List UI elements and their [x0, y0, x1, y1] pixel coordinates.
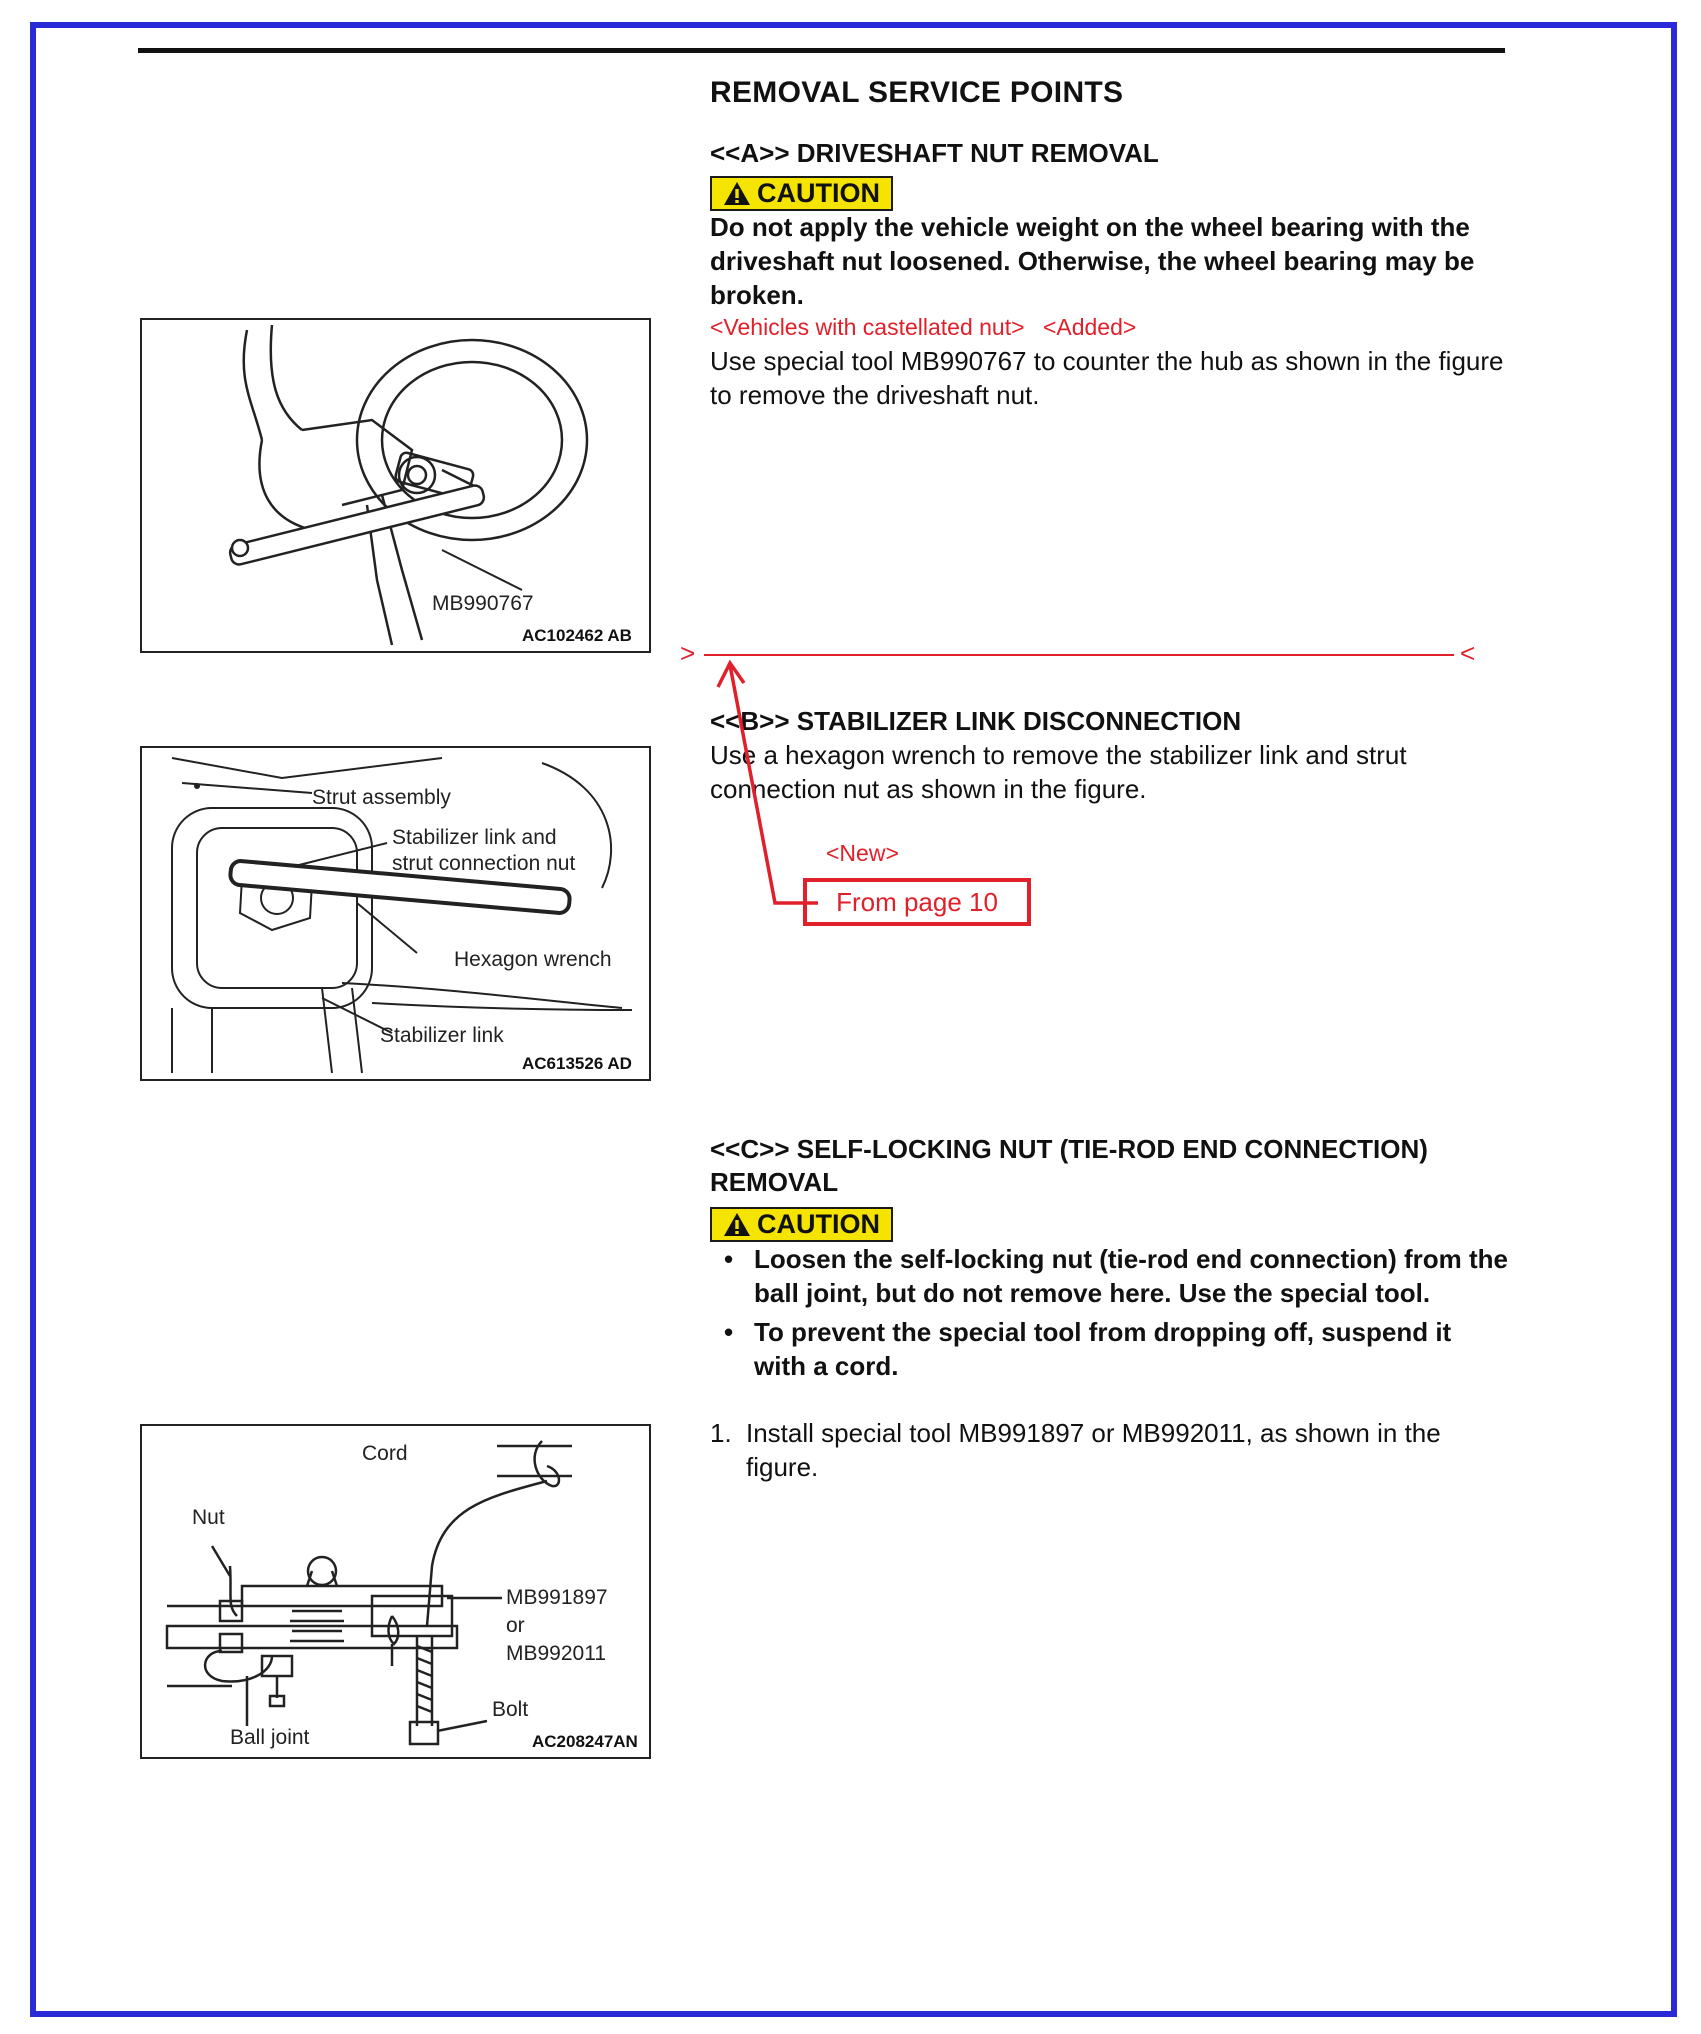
- step-text: Install special tool MB991897 or MB992011, as shown in the figure.: [746, 1418, 1441, 1482]
- fig1-tool-label: MB990767: [432, 592, 534, 615]
- red-arrow-annotation: [700, 655, 840, 915]
- added-tag: <Added>: [1042, 314, 1137, 340]
- figure-driveshaft: [140, 318, 651, 653]
- fig2-wrench-label: Hexagon wrench: [454, 948, 612, 971]
- fig2-strut-label: Strut assembly: [312, 786, 451, 809]
- fig3-cord-label: Cord: [362, 1442, 408, 1465]
- new-tag: <New>: [826, 840, 899, 866]
- fig3-bolt-label: Bolt: [492, 1698, 529, 1721]
- section-c-title-1: <<C>> SELF-LOCKING NUT (TIE-ROD END CONNECTION): [710, 1134, 1428, 1164]
- section-b-body: Use a hexagon wrench to remove the stabilizer link and strut connection nut as shown in the figure.: [710, 740, 1407, 804]
- figure-self-locking-nut: [140, 1424, 651, 1759]
- driveshaft-drawing: [142, 320, 649, 651]
- fig2-nut-label-1: Stabilizer link and: [392, 826, 557, 849]
- caution-label: CAUTION: [757, 178, 880, 208]
- list-item: • To prevent the special tool from dropping off, suspend it with a cord.: [710, 1315, 1510, 1383]
- step-number: 1.: [710, 1418, 732, 1448]
- insert-mark-right: <: [1460, 638, 1476, 668]
- from-page-label: From page 10: [836, 886, 998, 917]
- fig1-code: AC102462 AB: [522, 626, 632, 645]
- header-rule: [138, 48, 1505, 53]
- castellated-note: <Vehicles with castellated nut>: [710, 314, 1025, 340]
- fig3-tool1-label: MB991897: [506, 1586, 608, 1609]
- caution-label: CAUTION: [757, 1209, 880, 1239]
- page-title: REMOVAL SERVICE POINTS: [710, 76, 1124, 109]
- caution-badge-c: [710, 1207, 893, 1242]
- section-b-title: <<B>> STABILIZER LINK DISCONNECTION: [710, 706, 1242, 736]
- section-c-bullets: [710, 1242, 1510, 1388]
- warning-triangle-icon: [723, 1212, 751, 1237]
- warning-triangle-icon: [723, 181, 751, 206]
- section-a-title: <<A>> DRIVESHAFT NUT REMOVAL: [710, 138, 1159, 168]
- fig2-code: AC613526 AD: [522, 1054, 632, 1073]
- fig3-or-label: or: [506, 1614, 525, 1637]
- fig2-nut-label-2: strut connection nut: [392, 852, 576, 875]
- section-a-body: Use special tool MB990767 to counter the hub as shown in the figure to remove the driveshaft nut.: [710, 346, 1504, 410]
- section-a-caution-text: Do not apply the vehicle weight on the wheel bearing with the driveshaft nut loosened. Otherwise, the wheel bearing may be broken.: [710, 212, 1475, 310]
- from-page-box: [803, 878, 1031, 926]
- section-a-note: [710, 314, 1136, 341]
- fig3-ball-label: Ball joint: [230, 1726, 310, 1749]
- section-c-title-2: REMOVAL: [710, 1167, 839, 1197]
- section-c-step: [710, 1416, 1520, 1484]
- caution-badge-a: [710, 176, 893, 211]
- fig3-tool2-label: MB992011: [506, 1642, 607, 1665]
- figure-stabilizer: [140, 746, 651, 1081]
- list-item: • Loosen the self-locking nut (tie-rod end connection) from the ball joint, but do not remove here. Use the special tool.: [710, 1242, 1510, 1310]
- fig2-link-label: Stabilizer link: [380, 1024, 504, 1047]
- fig3-code: AC208247AN: [532, 1732, 638, 1751]
- fig3-nut-label: Nut: [192, 1506, 225, 1529]
- insert-mark-left: >: [680, 638, 696, 668]
